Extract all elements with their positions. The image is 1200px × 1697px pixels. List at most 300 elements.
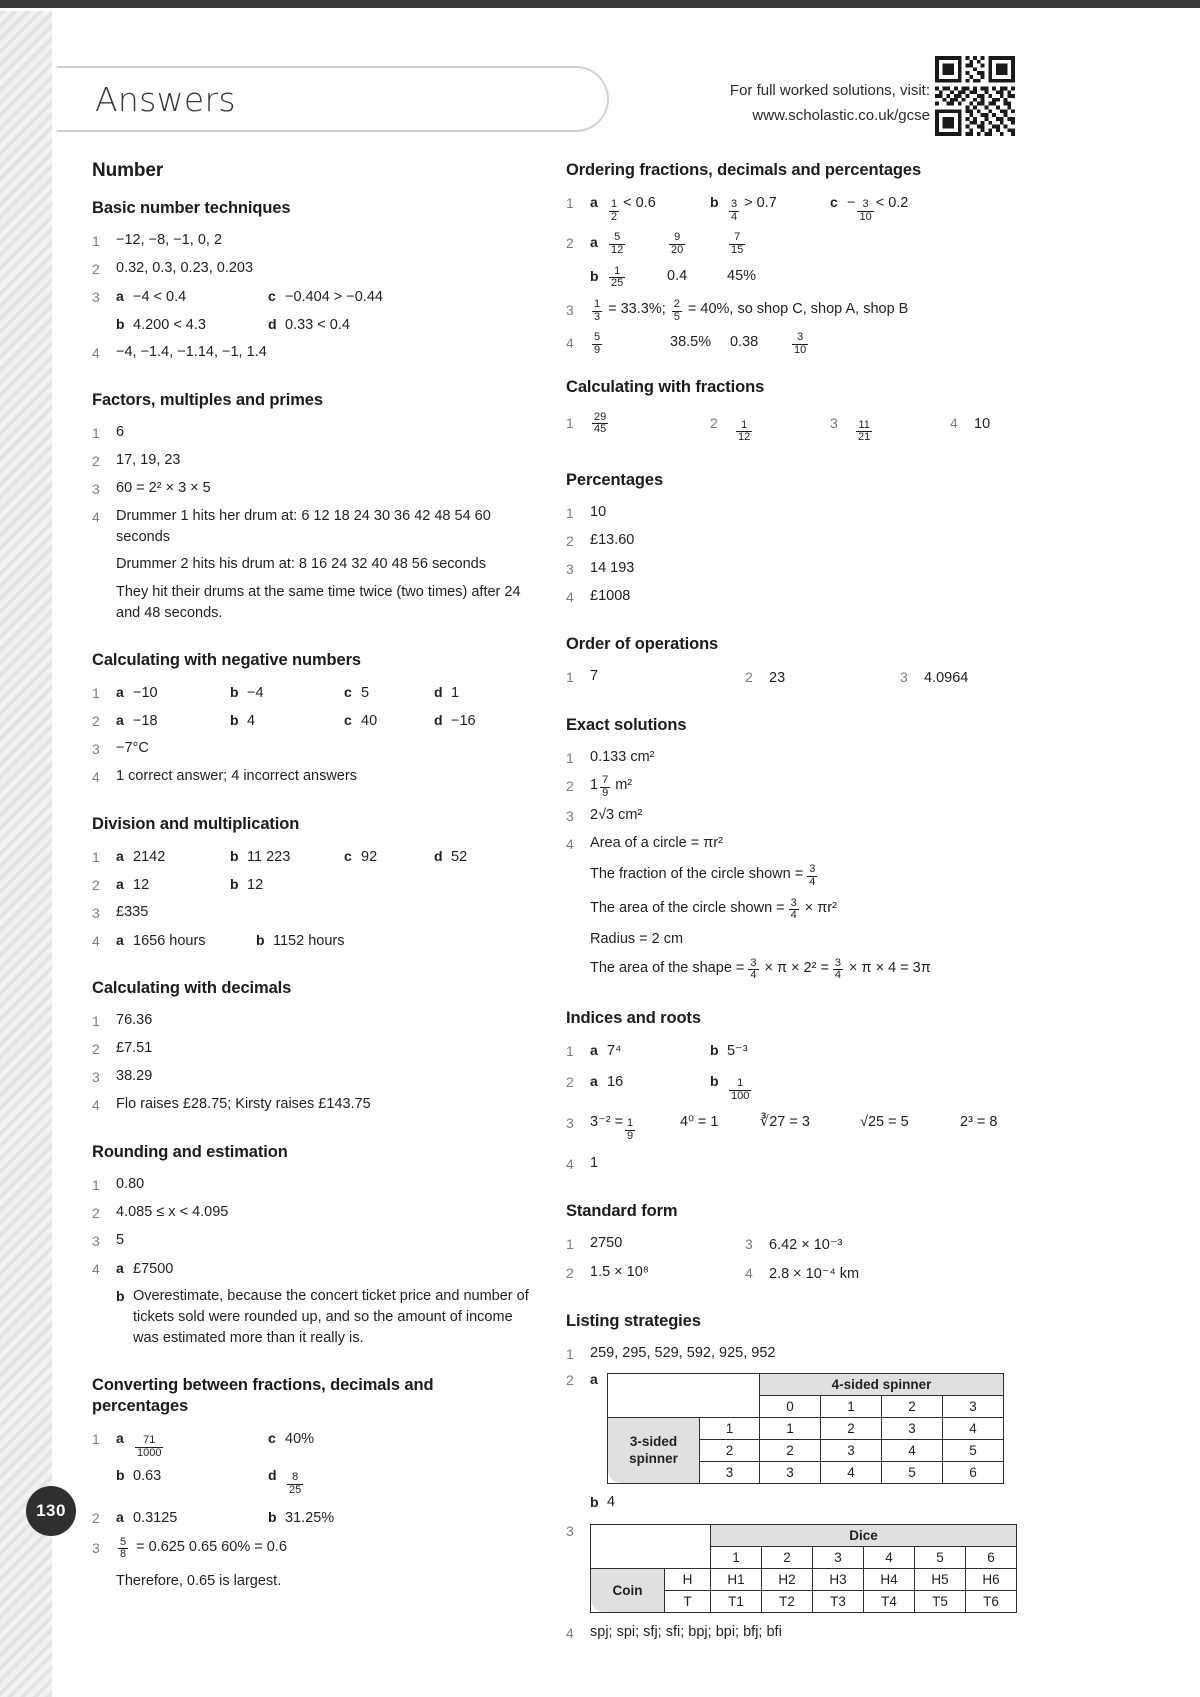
answer-text: × πr²: [804, 899, 837, 916]
answer-row: [566, 833, 1026, 855]
answer-row: [566, 412, 1026, 444]
section-heading: Division and multiplication: [92, 815, 300, 833]
answer-row: [92, 1428, 532, 1459]
answer-row: [566, 1112, 1026, 1142]
fraction: [600, 775, 610, 799]
answer-row: [92, 506, 532, 548]
answer-row: [566, 1492, 1026, 1514]
table-cell: 4: [821, 1461, 882, 1483]
part-label: a: [590, 234, 598, 251]
answer-text: The fraction of the circle shown =: [590, 866, 804, 883]
fraction: [856, 420, 872, 444]
answer-value: £7.51: [116, 1040, 153, 1056]
part-label: b: [230, 848, 239, 864]
answer-value: 1: [451, 685, 460, 701]
answer-value: 1.5 × 10⁸: [590, 1263, 649, 1280]
answer-value: 14 193: [590, 559, 635, 576]
answer-value: > 0.7: [744, 195, 777, 211]
question-number: 3: [566, 808, 574, 825]
page-title: Answers: [95, 80, 236, 119]
section-heading: Basic number techniques: [92, 199, 291, 217]
answer-value: √25 = 5: [860, 1114, 909, 1131]
part-label: a: [116, 684, 124, 700]
part-label: c: [268, 288, 276, 304]
worked-solutions-line1: For full worked solutions, visit:: [729, 82, 930, 99]
fraction-denominator: 5: [673, 310, 680, 323]
answer-row: [92, 422, 532, 444]
table-cell: 3: [821, 1439, 882, 1461]
table-cell: T1: [711, 1590, 762, 1612]
question-number: 3: [92, 1069, 100, 1085]
table-col-header: 3: [943, 1395, 1004, 1417]
answer-row: [566, 747, 1026, 769]
answer-value: 0.33 < 0.4: [285, 317, 350, 333]
fraction: [729, 199, 739, 223]
answer-value: = 33.3%;: [608, 300, 666, 317]
answer-row: [566, 864, 1026, 888]
answer-value: 3⁻² =: [590, 1114, 624, 1131]
question-number: 2: [566, 1264, 574, 1281]
answer-value: 0.63: [133, 1468, 162, 1485]
answer-row: [566, 1071, 1026, 1102]
section-order-of-operations: [566, 634, 1026, 689]
answer-value: 1656 hours: [133, 933, 206, 949]
fraction-denominator: 2: [611, 210, 618, 223]
section-heading: Order of operations: [566, 634, 719, 653]
question-number: 1: [566, 504, 574, 521]
table-cell: 5: [882, 1461, 943, 1483]
part-label: c: [344, 684, 352, 700]
fraction-denominator: 3: [594, 310, 601, 323]
question-number: 3: [566, 301, 574, 318]
answer-row: [92, 846, 532, 868]
spinner-sample-space-table: [607, 1373, 1004, 1484]
question-number: 2: [92, 1205, 100, 1221]
part-label: b: [590, 267, 599, 284]
part-label: a: [116, 848, 124, 864]
answer-row: [92, 682, 532, 704]
answer-value: £335: [116, 904, 149, 920]
answer-text: × π × 2² =: [764, 959, 829, 976]
fraction-numerator: 11: [858, 418, 870, 431]
question-number: 3: [92, 1539, 100, 1556]
fraction-numerator: 1: [627, 1117, 634, 1130]
question-number: 3: [92, 481, 100, 497]
answer-row: [92, 450, 532, 472]
question-number: 2: [566, 1371, 574, 1388]
answer-row: [92, 1571, 532, 1593]
answer-value: 31.25%: [285, 1509, 335, 1526]
worked-solutions-url: www.scholastic.co.uk/gcse: [752, 107, 930, 124]
answer-row: [92, 1537, 532, 1561]
page-title-tab: [57, 66, 609, 132]
answer-value: 6.42 × 10⁻³: [769, 1236, 843, 1253]
answer-row: [566, 232, 1026, 256]
answer-row: [566, 929, 1026, 951]
question-number: 1: [566, 1235, 574, 1252]
table-cell: H5: [915, 1568, 966, 1590]
section-calculating-decimals: [92, 978, 532, 1116]
answer-row: [92, 902, 532, 924]
table-col-header: 1: [711, 1546, 762, 1568]
fraction-denominator: 10: [794, 343, 807, 356]
question-number: 2: [92, 1041, 100, 1057]
table-cell: 1: [760, 1417, 821, 1439]
top-rule-gap: [0, 8, 1200, 11]
fraction-denominator: 25: [289, 1483, 302, 1496]
answer-text: × π × 4 = 3π: [849, 959, 931, 976]
section-standard-form: [566, 1201, 1026, 1285]
question-number: [92, 582, 116, 604]
fraction: [135, 1435, 163, 1459]
mixed-number-whole: 1: [590, 776, 599, 793]
answer-value: 4.200 < 4.3: [133, 317, 206, 333]
question-number: 3: [745, 1235, 753, 1252]
fraction-denominator: 9: [594, 343, 601, 356]
question-number: 4: [92, 1261, 100, 1277]
answer-row: [566, 266, 1026, 290]
answer-row: [566, 299, 1026, 323]
answer-value: 0.32, 0.3, 0.23, 0.203: [116, 260, 254, 276]
question-number: 1: [92, 425, 100, 441]
question-number: 4: [566, 335, 574, 352]
page-number: 130: [26, 1486, 76, 1536]
section-calculating-fractions: [566, 377, 1026, 444]
fraction: [857, 199, 873, 223]
answer-row: [92, 314, 532, 336]
fraction-denominator: 100: [731, 1089, 750, 1102]
section-ordering-fractions: [566, 160, 1026, 357]
fraction-numerator: 2: [673, 297, 680, 310]
answer-row: [566, 898, 1026, 922]
right-column: [566, 160, 1026, 1670]
fraction-numerator: 1: [611, 198, 618, 210]
part-label: a: [116, 876, 124, 892]
fraction: [592, 332, 602, 356]
part-label: a: [116, 1430, 124, 1446]
question-number: 2: [566, 235, 574, 252]
table-cell: 5: [943, 1439, 1004, 1461]
question-number: 4: [566, 836, 574, 853]
question-number: 2: [566, 777, 574, 794]
question-number: 1: [92, 1013, 100, 1029]
answer-row: [566, 1622, 1026, 1644]
answer-value: £1008: [590, 587, 631, 604]
answer-value: 52: [451, 849, 468, 865]
question-number: 1: [92, 685, 100, 701]
answer-text: Drummer 1 hits her drum at: 6 12 18 24 30 36 42 48 54 60 seconds: [116, 508, 491, 545]
question-number: 2: [92, 877, 100, 893]
question-number: 2: [92, 713, 100, 729]
question-number: 2: [92, 453, 100, 469]
question-number: 3: [92, 905, 100, 921]
answer-row: [566, 530, 1026, 552]
answer-row: [92, 1066, 532, 1088]
fraction: [807, 864, 817, 888]
part-label: d: [434, 712, 443, 728]
answer-value: −12, −8, −1, 0, 2: [116, 232, 223, 248]
answer-value: −4, −1.4, −1.14, −1, 1.4: [116, 344, 267, 360]
answer-row: [92, 1094, 532, 1116]
left-decorative-band: [0, 11, 52, 1697]
answer-row: [92, 1202, 532, 1224]
fraction-numerator: 3: [731, 198, 738, 210]
fraction-numerator: 7: [734, 231, 741, 244]
part-label: a: [116, 1260, 124, 1276]
question-number: 4: [950, 414, 958, 431]
answer-value: −4: [247, 685, 264, 701]
answer-row: [566, 666, 1026, 689]
table-col-header: 2: [762, 1546, 813, 1568]
answer-value: 4: [247, 713, 256, 729]
question-number: [566, 929, 590, 951]
answer-value: 259, 295, 529, 592, 925, 952: [590, 1344, 776, 1361]
answer-value: 4: [607, 1493, 616, 1510]
table-row-header: H: [665, 1568, 711, 1590]
fraction-denominator: 4: [834, 969, 842, 982]
fraction-numerator: 3: [834, 956, 842, 969]
question-number: [92, 554, 116, 576]
table-col-header: 1: [821, 1395, 882, 1417]
fraction-denominator: 4: [731, 210, 738, 223]
question-number: 1: [566, 749, 574, 766]
fraction-numerator: 5: [594, 331, 601, 344]
table-row-header: T: [665, 1590, 711, 1612]
fraction: [669, 232, 685, 256]
part-label: d: [268, 316, 277, 332]
part-label: b: [116, 1467, 125, 1484]
question-number: 3: [900, 668, 908, 685]
table-row-group-header: 3-sided spinner: [608, 1417, 700, 1483]
table-col-group-header: 4-sided spinner: [760, 1373, 1004, 1395]
fraction: [672, 299, 682, 323]
worked-solutions-note: [640, 78, 930, 128]
section-heading: Percentages: [566, 470, 664, 489]
table-cell: H3: [813, 1568, 864, 1590]
answer-row: [566, 332, 1026, 356]
part-label: b: [230, 712, 239, 728]
answer-row: [92, 554, 532, 576]
section-heading: Standard form: [566, 1201, 678, 1220]
answer-text: Therefore, 0.65 is largest.: [116, 1572, 282, 1589]
fraction-numerator: 8: [292, 1471, 299, 1484]
question-number: [566, 864, 590, 886]
answer-row: [566, 1153, 1026, 1175]
table-cell: T6: [966, 1590, 1017, 1612]
unit: m²: [615, 776, 633, 793]
fraction-numerator: 1: [741, 418, 748, 431]
answer-value: 76.36: [116, 1012, 153, 1028]
dice-sample-space-table: [590, 1524, 1017, 1613]
question-number: 1: [92, 233, 100, 249]
fraction: [118, 1537, 128, 1561]
answer-value: −16: [451, 713, 476, 729]
top-rule: [0, 0, 1200, 8]
answer-value: 7⁴: [607, 1043, 622, 1060]
section-heading: Factors, multiples and primes: [92, 391, 323, 409]
answer-value: 40: [361, 713, 378, 729]
answer-value: 2750: [590, 1234, 623, 1251]
part-label: d: [434, 684, 443, 700]
table-cell: T5: [915, 1590, 966, 1612]
part-label: b: [116, 316, 125, 332]
answer-value: −0.404 > −0.44: [285, 289, 383, 305]
answer-value: spj; spi; sfj; sfi; bpj; bpi; bfj; bfi: [590, 1623, 782, 1640]
question-number: 3: [566, 560, 574, 577]
answer-value: 1 correct answer; 4 incorrect answers: [116, 768, 357, 784]
fraction: [729, 232, 745, 256]
fraction: [592, 412, 608, 436]
fraction-numerator: 29: [594, 410, 607, 423]
answer-value: 40%: [285, 1431, 315, 1447]
answer-value: −18: [133, 713, 158, 729]
fraction: [748, 958, 758, 982]
answer-row: [92, 710, 532, 732]
answer-row: [566, 586, 1026, 608]
answer-value: 0.4: [667, 267, 688, 284]
table-cell: 4: [943, 1417, 1004, 1439]
question-number: [566, 266, 590, 288]
question-number: [92, 314, 116, 336]
question-number: 1: [566, 1345, 574, 1362]
answer-value: 23: [769, 669, 786, 686]
section-heading: Listing strategies: [566, 1311, 701, 1330]
fraction-denominator: 4: [750, 969, 757, 982]
answer-value: 4.085 ≤ x < 4.095: [116, 1204, 229, 1220]
fraction: [592, 299, 602, 323]
answer-value: 0.38: [730, 334, 759, 351]
question-number: 4: [745, 1264, 753, 1281]
section-rounding-estimation: [92, 1142, 532, 1349]
fraction-numerator: 1: [737, 1077, 744, 1090]
answer-value: 60 = 2² × 3 × 5: [116, 480, 211, 496]
table-cell: H1: [711, 1568, 762, 1590]
answer-value: < 0.2: [875, 195, 909, 211]
section-heading: Ordering fractions, decimals and percentages: [566, 161, 922, 179]
part-label: b: [230, 684, 239, 700]
question-number: 1: [92, 1177, 100, 1193]
answer-row: [92, 1286, 532, 1349]
question-number: 4: [92, 769, 100, 785]
answer-value: 45%: [727, 267, 757, 284]
part-label: a: [116, 712, 124, 728]
answer-value: ∛27 = 3: [760, 1114, 810, 1131]
section-percentages: [566, 470, 1026, 608]
dice-table: [590, 1524, 1017, 1613]
table-col-header: 2: [882, 1395, 943, 1417]
answer-value: £7500: [133, 1261, 174, 1277]
part-label: c: [268, 1430, 276, 1446]
fraction: [736, 420, 752, 444]
answer-value: 38.5%: [670, 334, 712, 351]
table-row-group-header: Coin: [591, 1568, 665, 1612]
question-number: 2: [710, 414, 718, 431]
part-label: c: [344, 712, 352, 728]
answer-row: [566, 192, 1026, 223]
answer-value: 2.8 × 10⁻⁴ km: [769, 1265, 860, 1282]
part-label: a: [116, 288, 124, 304]
answer-value: 92: [361, 849, 378, 865]
left-column: [92, 160, 532, 1619]
fraction: [625, 1118, 635, 1142]
part-label: b: [230, 876, 239, 892]
section-heading: Calculating with negative numbers: [92, 651, 361, 669]
table-cell: H2: [762, 1568, 813, 1590]
section-heading: Rounding and estimation: [92, 1143, 288, 1161]
answer-text: Drummer 2 hits his drum at: 8 16 24 32 40 48 56 seconds: [116, 556, 486, 572]
table-col-header: 0: [760, 1395, 821, 1417]
table-col-header: 6: [966, 1546, 1017, 1568]
fraction-numerator: 1: [594, 297, 601, 310]
answer-value: £13.60: [590, 531, 635, 548]
answer-value: −4 < 0.4: [133, 289, 187, 305]
fraction-numerator: 71: [143, 1434, 156, 1446]
fraction-denominator: 9: [602, 786, 609, 799]
question-number: 3: [830, 414, 838, 431]
question-number: 1: [92, 849, 100, 865]
question-number: [566, 1492, 590, 1514]
section-heading: Calculating with decimals: [92, 979, 292, 997]
answer-row: [566, 805, 1026, 827]
answer-value: −7°C: [116, 740, 149, 756]
answer-value: 5⁻³: [727, 1043, 748, 1060]
answer-row: [92, 1174, 532, 1196]
question-number: 4: [92, 1097, 100, 1113]
fraction-denominator: 45: [594, 423, 607, 436]
question-number: 2: [745, 668, 753, 685]
question-number: 3: [92, 1233, 100, 1249]
question-number: 3: [92, 741, 100, 757]
section-calculating-negative-numbers: [92, 650, 532, 788]
answer-value: = 0.625 0.65 60% = 0.6: [136, 1538, 287, 1555]
answer-value: −10: [133, 685, 158, 701]
question-number: 3: [566, 1522, 574, 1539]
question-number: 4: [566, 1155, 574, 1172]
table-cell: 2: [821, 1417, 882, 1439]
fraction-numerator: 7: [602, 773, 609, 786]
part-label: a: [590, 194, 598, 210]
table-cell: 3: [760, 1461, 821, 1483]
fraction-denominator: 21: [858, 431, 871, 444]
question-number: 1: [92, 1431, 100, 1447]
table-cell: 2: [760, 1439, 821, 1461]
answer-value: = 40%, so shop C, shop A, shop B: [687, 300, 909, 317]
fraction-denominator: 15: [731, 243, 744, 256]
part-label: b: [590, 1493, 599, 1510]
answer-value: 0.80: [116, 1176, 145, 1192]
question-number: 3: [566, 1115, 574, 1132]
answer-row: [566, 1233, 1026, 1256]
table-row-header: 2: [700, 1439, 760, 1461]
answer-value: 0.3125: [133, 1509, 178, 1526]
fraction-numerator: 3: [790, 896, 797, 909]
fraction-denominator: 9: [627, 1130, 634, 1143]
answer-value: 16: [607, 1074, 624, 1091]
question-number: [92, 1465, 116, 1487]
fraction-numerator: 5: [120, 1535, 127, 1548]
section-heading: Indices and roots: [566, 1009, 701, 1028]
part-label: b: [116, 1288, 125, 1304]
part-label: d: [434, 848, 443, 864]
question-number: 1: [566, 1043, 574, 1060]
fraction-denominator: 25: [611, 277, 624, 290]
question-number: [92, 1571, 116, 1593]
minus-sign: −: [847, 195, 856, 211]
fraction-numerator: 3: [809, 863, 816, 876]
answer-value: 5: [116, 1232, 125, 1248]
part-label: b: [268, 1508, 277, 1525]
answer-row: [92, 1038, 532, 1060]
